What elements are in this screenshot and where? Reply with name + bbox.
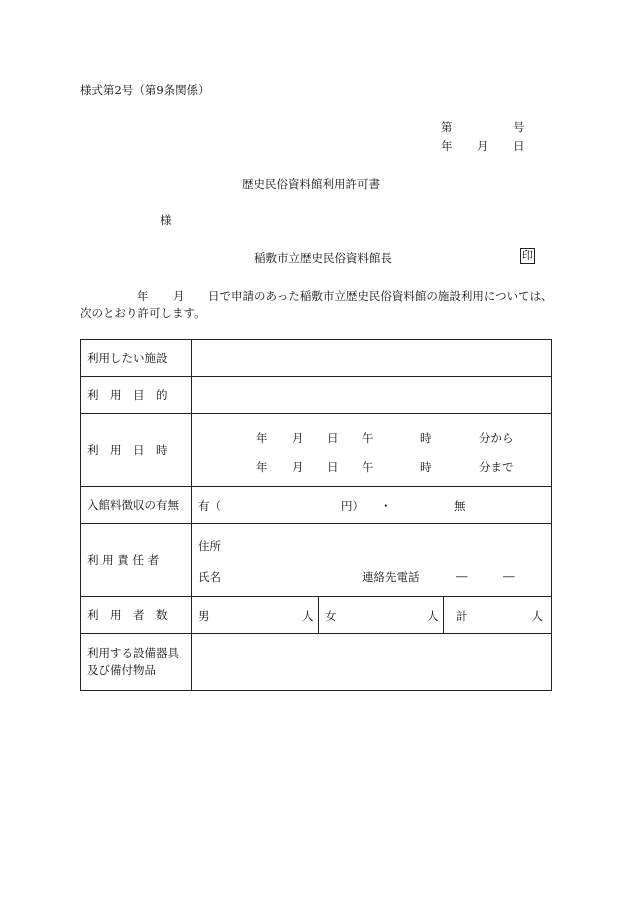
male-label: 男 xyxy=(198,609,210,623)
body-month: 月 xyxy=(173,289,185,303)
dt2-month: 月 xyxy=(292,460,304,474)
male-unit: 人 xyxy=(302,609,314,623)
responsible-name: 氏名 xyxy=(198,570,221,584)
phone-dash-2: ― xyxy=(503,569,515,583)
fee-separator: ・ xyxy=(380,499,392,513)
responsible-field[interactable] xyxy=(192,524,552,597)
date-day: 日 xyxy=(513,139,525,153)
row-responsible xyxy=(81,524,552,597)
responsible-address: 住所 xyxy=(198,539,221,553)
dt2-ampm: 午 xyxy=(362,460,374,474)
body-line1: 日で申請のあった稲敷市立歴史民俗資料館の施設利用については、 xyxy=(208,289,553,303)
number-dai: 第 xyxy=(441,120,453,134)
dt2-day: 日 xyxy=(327,460,339,474)
document-title: 歴史民俗資料館利用許可書 xyxy=(242,177,380,191)
dt2-until: 分まで xyxy=(479,460,514,474)
form-number: 様式第2号（第9条関係） xyxy=(80,83,210,97)
equipment-field[interactable] xyxy=(192,634,552,691)
issuer: 稲敷市立歴史民俗資料館長 xyxy=(254,251,392,265)
body-year: 年 xyxy=(137,289,149,303)
label-equipment-1: 利用する設備器具 xyxy=(87,646,179,660)
seal-mark: 印 xyxy=(522,249,533,262)
total-unit: 人 xyxy=(531,609,543,623)
users-field xyxy=(192,597,552,634)
label-fee: 入館料徴収の有無 xyxy=(87,498,179,512)
row-datetime xyxy=(81,414,552,487)
fee-yen: 円） xyxy=(341,499,364,513)
facility-field[interactable] xyxy=(192,340,552,377)
row-purpose xyxy=(81,377,552,414)
row-facility xyxy=(81,340,552,377)
female-count-field[interactable] xyxy=(318,597,443,633)
dt1-year: 年 xyxy=(256,431,268,445)
permit-table xyxy=(80,339,552,691)
dt1-day: 日 xyxy=(327,431,339,445)
dt2-year: 年 xyxy=(256,460,268,474)
female-unit: 人 xyxy=(427,609,439,623)
label-datetime: 利 用 日 時 xyxy=(87,443,168,457)
fee-yes: 有（ xyxy=(198,499,221,513)
phone-dash-1: ― xyxy=(456,569,468,583)
fee-no: 無 xyxy=(454,499,466,513)
total-count-field[interactable] xyxy=(443,597,551,633)
date-year: 年 xyxy=(441,139,453,153)
body-line2: 次のとおり許可します。 xyxy=(80,306,206,320)
dt2-hour: 時 xyxy=(420,460,432,474)
dt1-hour: 時 xyxy=(420,431,432,445)
label-equipment-2: 及び備付物品 xyxy=(87,663,156,677)
dt1-month: 月 xyxy=(292,431,304,445)
fee-field[interactable] xyxy=(192,487,552,524)
purpose-field[interactable] xyxy=(192,377,552,414)
row-equipment xyxy=(81,634,552,691)
male-count-field[interactable] xyxy=(192,597,318,633)
female-label: 女 xyxy=(325,609,337,623)
row-fee xyxy=(81,487,552,524)
label-users: 利 用 者 数 xyxy=(87,608,168,622)
addressee-sama: 様 xyxy=(160,213,172,227)
dt1-from: 分から xyxy=(479,431,514,445)
row-users xyxy=(81,597,552,634)
label-facility: 利用したい施設 xyxy=(87,351,168,365)
label-responsible: 利 用 責 任 者 xyxy=(87,553,160,567)
total-label: 計 xyxy=(456,609,468,623)
datetime-field[interactable] xyxy=(192,414,552,487)
dt1-ampm: 午 xyxy=(362,431,374,445)
label-purpose: 利 用 目 的 xyxy=(87,388,168,402)
number-go: 号 xyxy=(513,120,525,134)
date-month: 月 xyxy=(477,139,489,153)
responsible-phone: 連絡先電話 xyxy=(362,570,420,584)
